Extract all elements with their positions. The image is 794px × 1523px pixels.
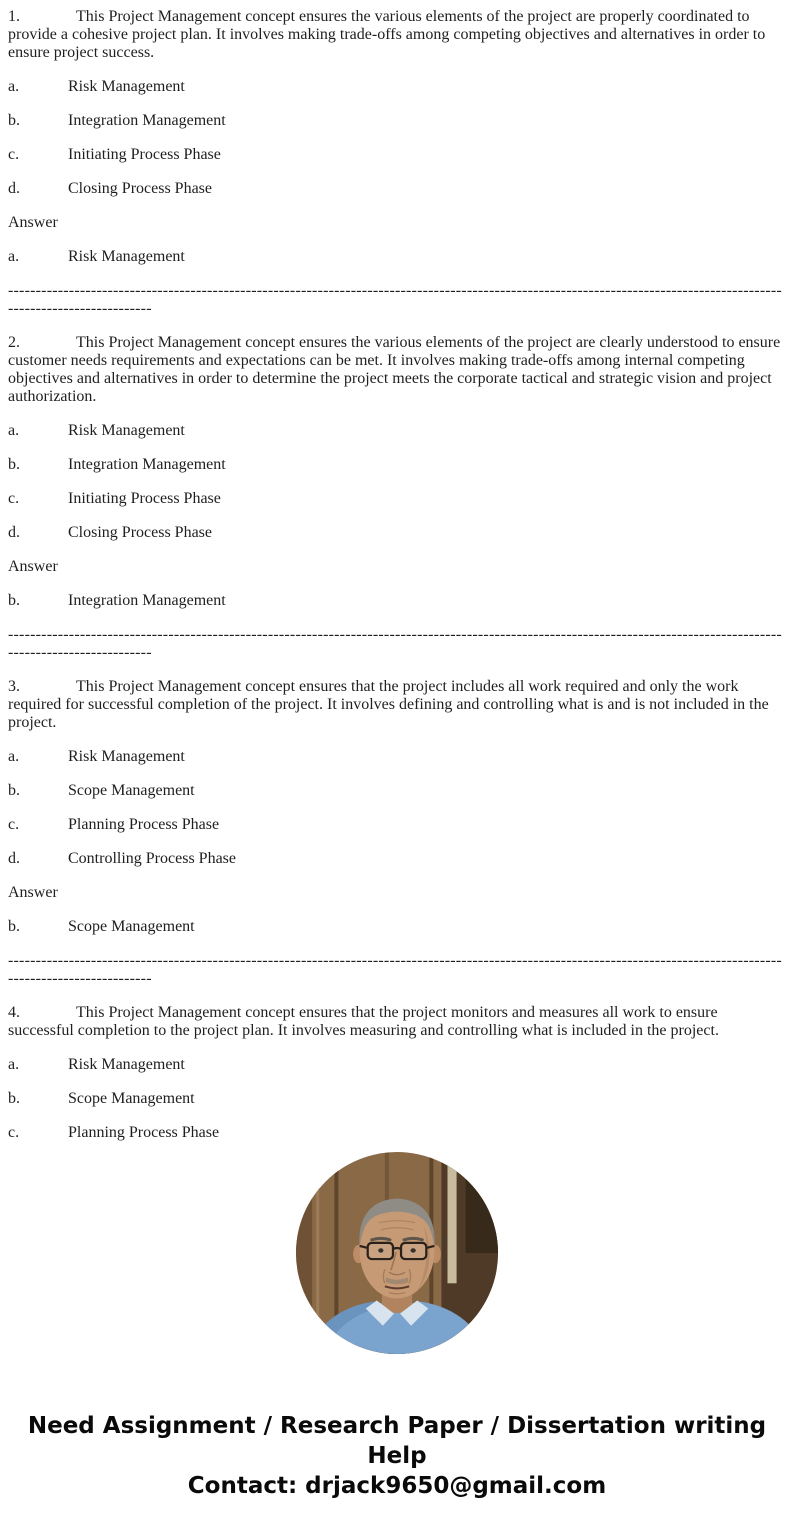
question-2-option-d	[8, 524, 786, 542]
option-letter: c.	[8, 1124, 20, 1141]
question-number: 1.	[8, 8, 20, 25]
question-4-option-a	[8, 1056, 786, 1074]
question-number: 3.	[8, 678, 20, 695]
option-text: Closing Process Phase	[68, 524, 212, 541]
answer-text: Integration Management	[68, 592, 226, 609]
question-2-option-b	[8, 456, 786, 474]
question-body: This Project Management concept ensures that the project monitors and measures all work to ensure successful completion to the project plan. It involves measuring and controlling what is included in the project.	[8, 1004, 719, 1039]
option-letter: a.	[8, 78, 20, 95]
option-letter: b.	[8, 456, 20, 473]
option-text: Initiating Process Phase	[68, 490, 221, 507]
option-letter: d.	[8, 524, 20, 541]
question-body: This Project Management concept ensures the various elements of the project are clearly understood to ensure customer needs requirements and expectations can be met. It involves making trade-offs among internal competing objectives and alternatives in order to determine the project meets the corporate tactical and strategic vision and project authorization.	[8, 334, 781, 405]
question-1-option-c	[8, 146, 786, 164]
question-3-option-b	[8, 782, 786, 800]
separator-line: ----------------------------------------------------------------------------------------------------------------------------------------------------------------------	[8, 282, 782, 317]
question-body: This Project Management concept ensures the various elements of the project are properly coordinated to provide a cohesive project plan. It involves making trade-offs among competing objectives and alternatives in order to ensure project success.	[8, 8, 766, 61]
option-text: Risk Management	[68, 1056, 185, 1073]
footer-ad	[17, 1411, 777, 1501]
question-1-option-d	[8, 180, 786, 198]
answer-text: Risk Management	[68, 248, 185, 265]
question-2-text	[8, 334, 786, 406]
option-letter: d.	[8, 180, 20, 197]
option-letter: c.	[8, 816, 20, 833]
option-letter: d.	[8, 850, 20, 867]
question-body: This Project Management concept ensures that the project includes all work required and only the work required for successful completion of the project. It involves defining and controlling what is and is not included in the project.	[8, 678, 769, 731]
option-letter: a.	[8, 748, 20, 765]
option-letter: b.	[8, 782, 20, 799]
option-text: Risk Management	[68, 78, 185, 95]
option-text: Integration Management	[68, 112, 226, 129]
question-2-option-c	[8, 490, 786, 508]
question-1-answer	[8, 248, 786, 266]
portrait-section	[0, 1152, 794, 1359]
question-2-answer-label: Answer	[8, 558, 58, 575]
question-3-option-c	[8, 816, 786, 834]
option-text: Planning Process Phase	[68, 816, 220, 833]
separator-line: ----------------------------------------------------------------------------------------------------------------------------------------------------------------------	[8, 626, 782, 661]
question-3-answer-label: Answer	[8, 884, 58, 901]
option-letter: a.	[8, 1056, 20, 1073]
option-text: Integration Management	[68, 456, 226, 473]
option-text: Closing Process Phase	[68, 180, 212, 197]
separator-line: ----------------------------------------------------------------------------------------------------------------------------------------------------------------------	[8, 952, 782, 987]
footer-help-text: Need Assignment / Research Paper / Dissertation writing Help	[27, 1413, 767, 1469]
question-3-option-d	[8, 850, 786, 868]
answer-letter: a.	[8, 248, 20, 265]
option-letter: a.	[8, 422, 20, 439]
question-number: 4.	[8, 1004, 20, 1021]
question-4-text	[8, 1004, 786, 1040]
option-text: Planning Process Phase	[68, 1124, 220, 1141]
question-1-option-b	[8, 112, 786, 130]
option-text: Initiating Process Phase	[68, 146, 221, 163]
footer-contact-text: Contact: drjack9650@gmail.com	[187, 1473, 607, 1499]
option-text: Scope Management	[68, 1090, 195, 1107]
question-3-option-a	[8, 748, 786, 766]
answer-text: Scope Management	[68, 918, 195, 935]
option-letter: c.	[8, 490, 20, 507]
question-4-option-b	[8, 1090, 786, 1108]
question-3-answer	[8, 918, 786, 936]
option-letter: c.	[8, 146, 20, 163]
instructor-portrait-photo	[296, 1152, 498, 1354]
option-text: Scope Management	[68, 782, 195, 799]
option-text: Controlling Process Phase	[68, 850, 236, 867]
portrait-svg	[296, 1152, 498, 1354]
option-text: Risk Management	[68, 748, 185, 765]
question-1-answer-label: Answer	[8, 214, 58, 231]
question-4-option-c	[8, 1124, 786, 1142]
option-text: Risk Management	[68, 422, 185, 439]
option-letter: b.	[8, 1090, 20, 1107]
question-3-text	[8, 678, 786, 732]
question-2-answer	[8, 592, 786, 610]
option-letter: b.	[8, 112, 20, 129]
answer-letter: b.	[8, 918, 20, 935]
question-2-option-a	[8, 422, 786, 440]
question-number: 2.	[8, 334, 20, 351]
question-1-option-a	[8, 78, 786, 96]
question-1-text	[8, 8, 786, 62]
answer-letter: b.	[8, 592, 20, 609]
